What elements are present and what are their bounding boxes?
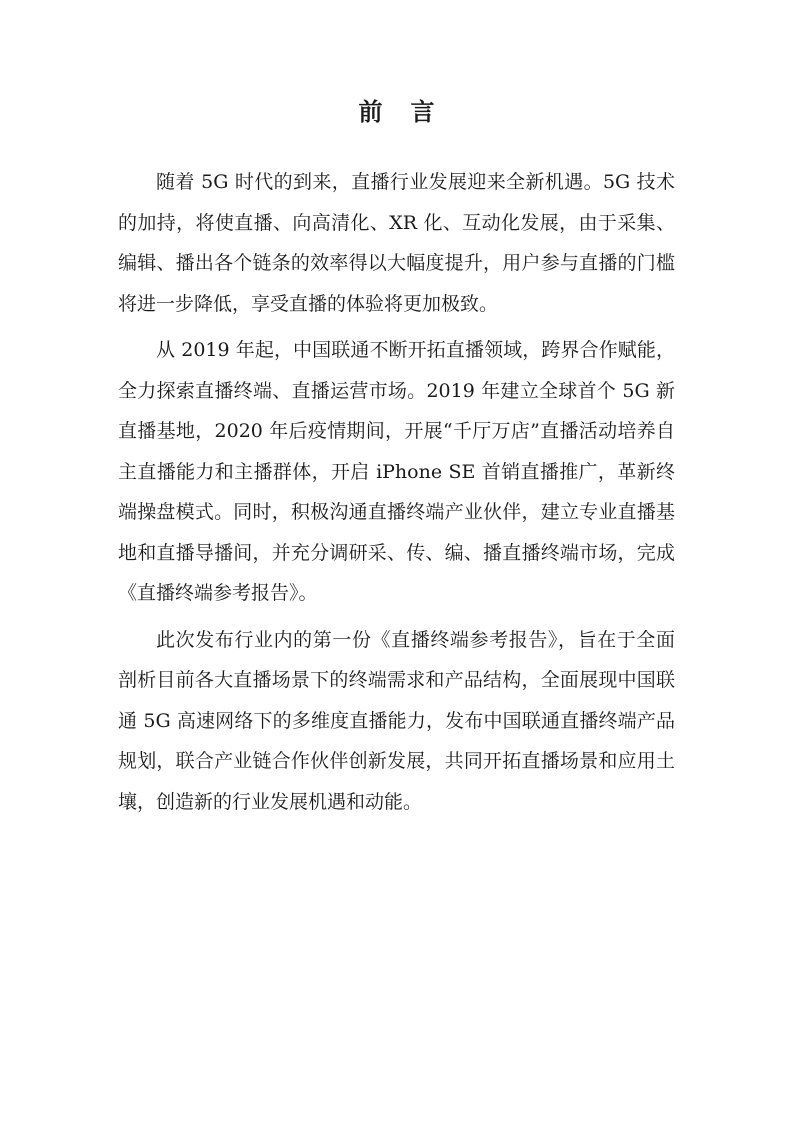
title-char-1: 前 xyxy=(358,97,383,126)
paragraph-3: 此次发布行业内的第一份《直播终端参考报告》，旨在于全面剖析目前各大直播场景下的终端需求和产品结构，全面展现中国联通 5G 高速网络下的多维度直播能力，发布中国联通直播终端产品规划，联合产业链合作伙伴创新发展，共同开拓直播场景和应用土壤，创造新的行业发展机遇和动能。 xyxy=(118,628,675,813)
paragraph-1: 随着 5G 时代的到来，直播行业发展迎来全新机遇。5G 技术的加持，将使直播、向高清化、XR 化、互动化发展，由于采集、编辑、播出各个链条的效率得以大幅度提升，用户参与直播的门槛将进一步降低，享受直播的体验将更加极致。 xyxy=(118,171,675,315)
title-char-2: 言 xyxy=(410,97,435,126)
paragraph-2: 从 2019 年起，中国联通不断开拓直播领域，跨界合作赋能，全力探索直播终端、直播运营市场。2019 年建立全球首个 5G 新直播基地，2020 年后疫情期间，开展“千厅万店”直播活动培养自主直播能力和主播群体，开启 iPhone SE 首销直播推广，革新终端操盘模式。同时，积极沟通直播终端产业伙伴，建立专业直播基地和直播导播间，并充分调研采、传、编、播直播终端市场，完成《直播终端参考报告》。 xyxy=(118,339,675,604)
page-title xyxy=(118,92,675,132)
